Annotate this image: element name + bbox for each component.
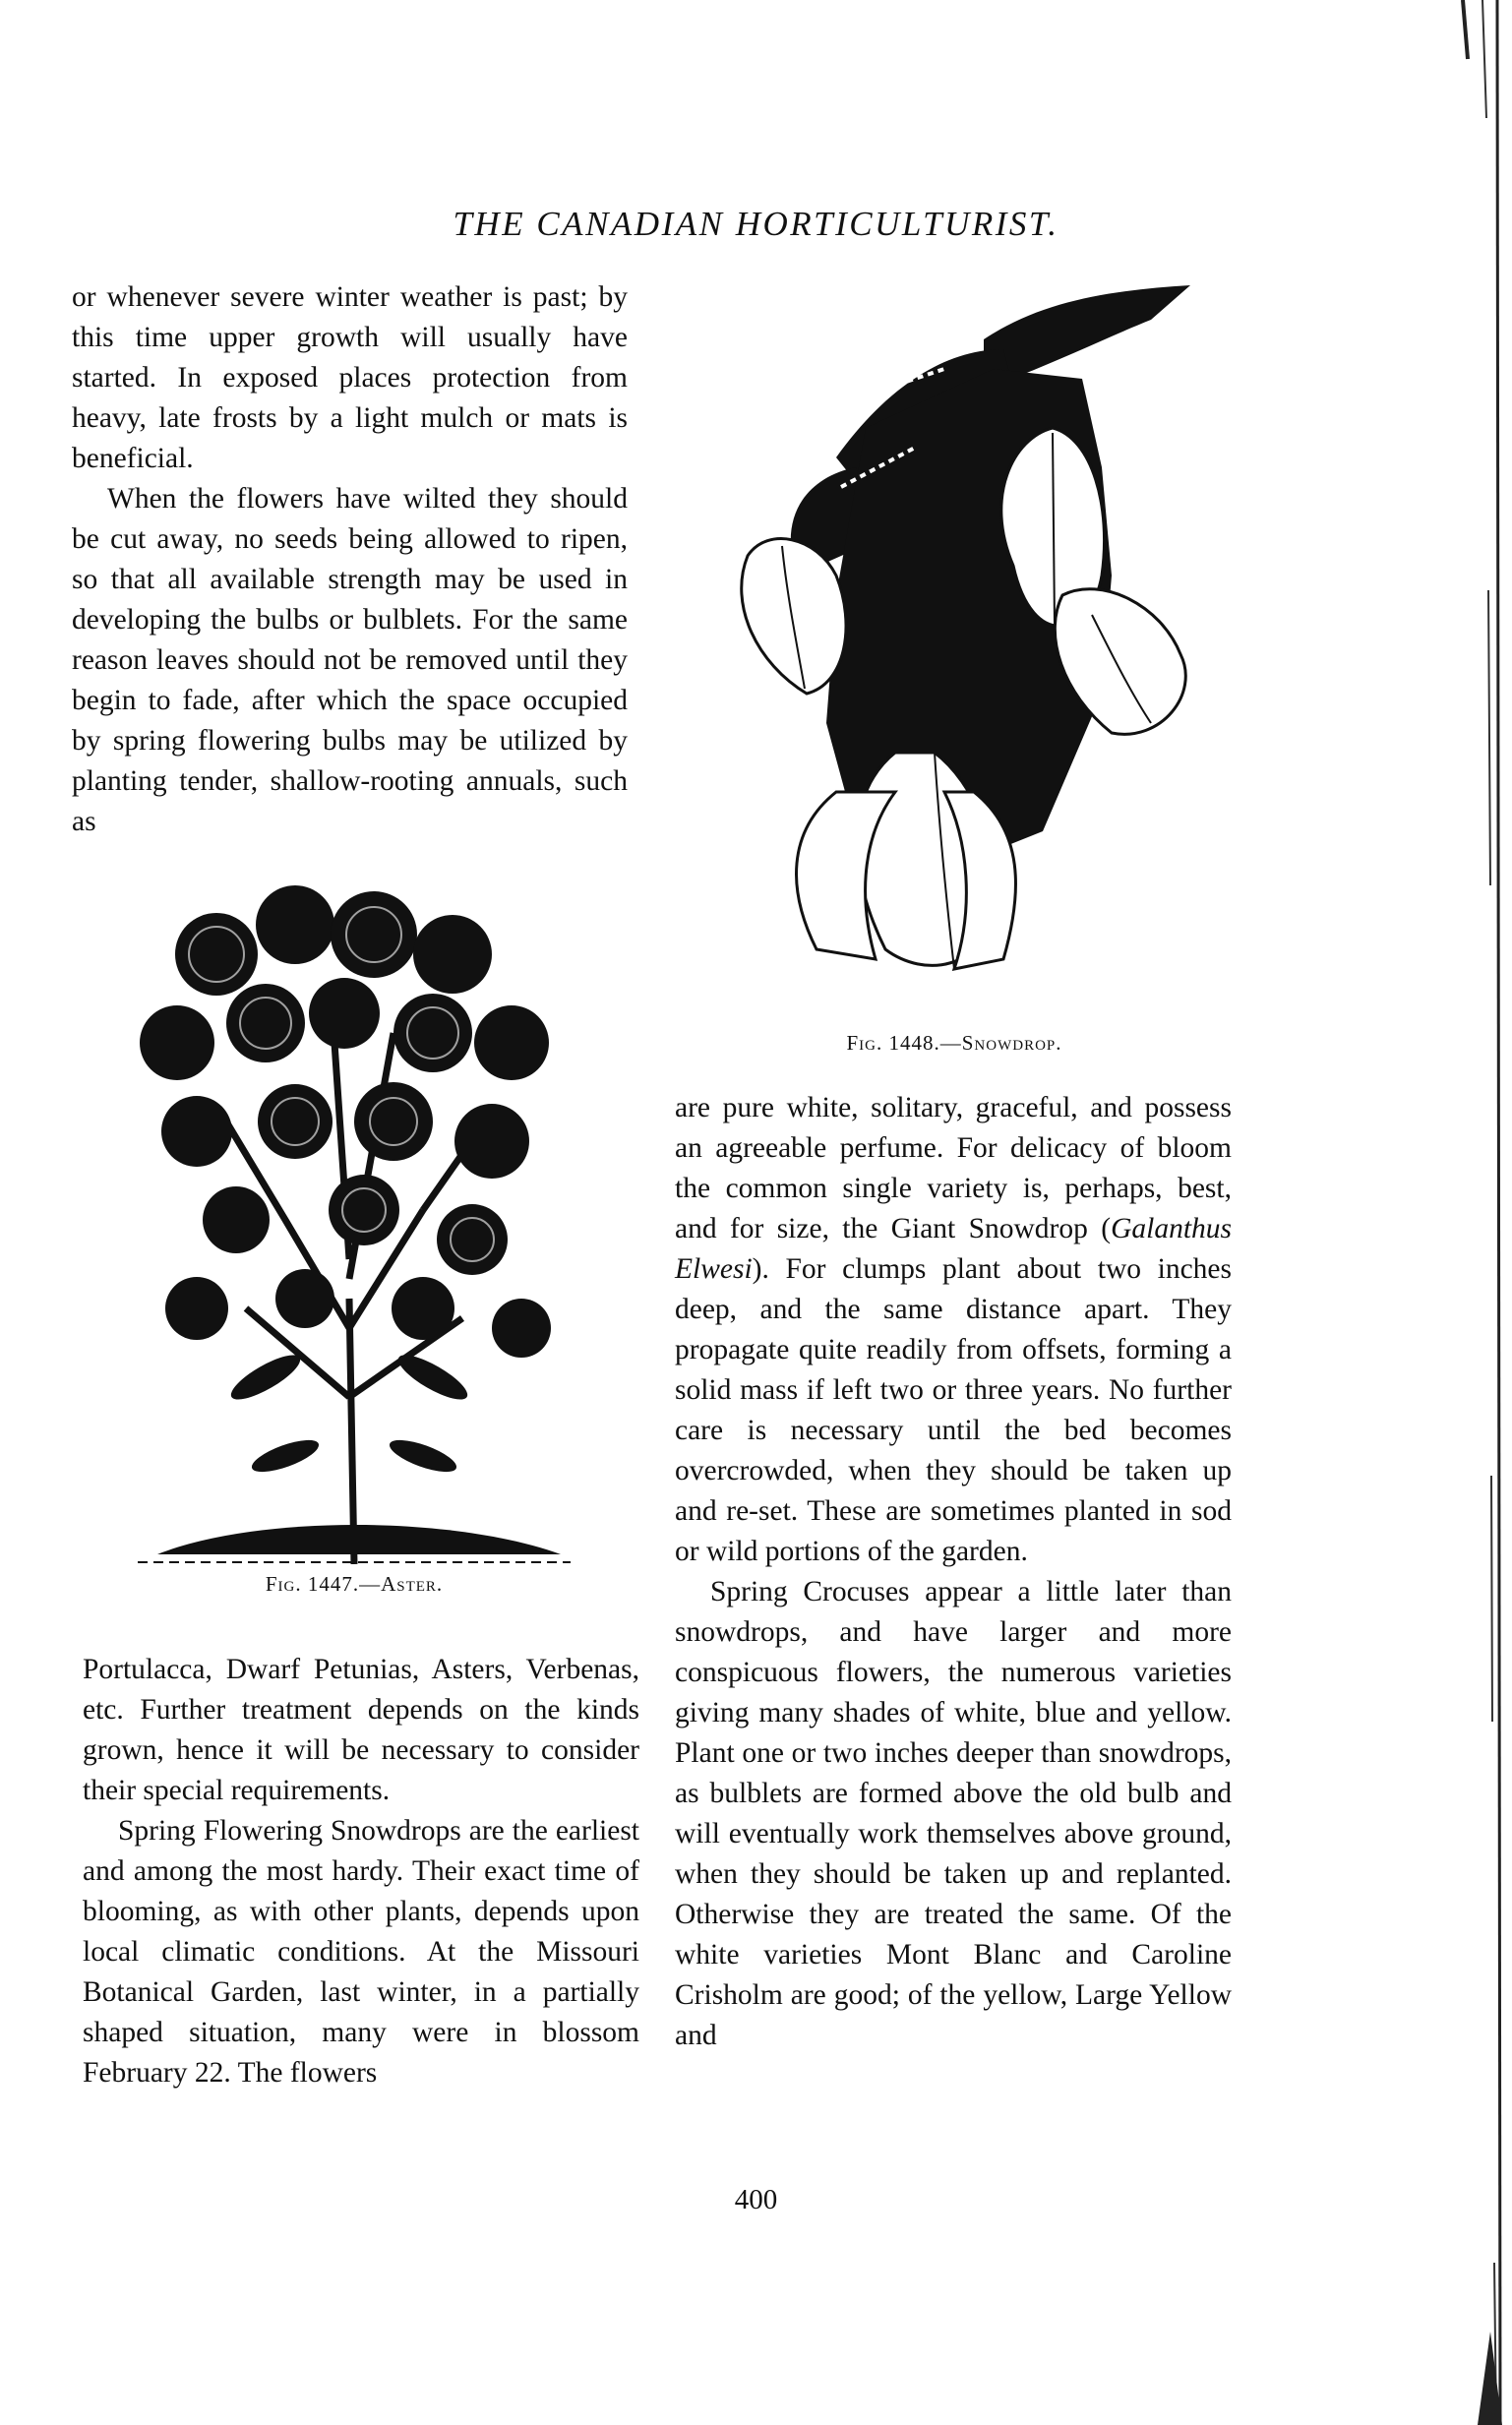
paragraph: Portulacca, Dwarf Petunias, Asters, Verbenas, etc. Further treatment depends on the kinds grown, hence it will be necessary to consider their special requirements. bbox=[83, 1654, 639, 1806]
paragraph: or whenever severe winter weather is past; by this time upper growth will usually have started. In exposed places protection from heavy, late frosts by a light mulch or mats is beneficial. bbox=[72, 281, 628, 474]
left-column-bottom bbox=[83, 1650, 639, 2093]
text-run: are pure white, solitary, graceful, and possess an agreeable perfume. For delicacy of bloom the common single variety is, perhaps, best, and for size, the Giant Snowdrop ( bbox=[675, 1092, 1232, 1244]
right-column bbox=[675, 1088, 1232, 2056]
aster-illustration bbox=[138, 885, 571, 1564]
page-number: 400 bbox=[734, 2184, 778, 2215]
scan-edge-decoration bbox=[1443, 0, 1512, 2425]
snowdrop-caption: Fig. 1448.—Snowdrop. bbox=[846, 1031, 1062, 1055]
running-header: THE CANADIAN HORTICULTURIST. bbox=[453, 205, 1059, 243]
paragraph: When the flowers have wilted they should be cut away, no seeds being allowed to ripen, so that all available strength may be used in developing the bulbs or bulblets. For the same reason leaves should not be removed until they begin to fade, after which the space occupied by spring flowering bulbs may be utilized by planting tender, shallow-rooting annuals, such as bbox=[72, 483, 628, 837]
aster-caption: Fig. 1447.—Aster. bbox=[265, 1572, 444, 1596]
botanical-name: Galanthus Elwesi bbox=[675, 1213, 1232, 1285]
snowdrop-illustration bbox=[689, 280, 1200, 989]
left-column-top bbox=[72, 277, 628, 842]
paragraph: Spring Flowering Snowdrops are the earliest and among the most hardy. Their exact time of blooming, as with other plants, depends upon local climatic conditions. At the Missouri Botanical Garden, last winter, in a partially shaped situation, many were in blossom February 22. The flowers bbox=[83, 1815, 639, 2089]
paragraph bbox=[675, 1088, 1232, 1572]
paragraph: Spring Crocuses appear a little later than snowdrops, and have larger and more conspicuous flowers, the numerous varieties giving many shades of white, blue and yellow. Plant one or two inches deeper than snowdrops, as bulblets are formed above the old bulb and will eventually work themselves above ground, when they should be taken up and replanted. Otherwise they are treated the same. Of the white varieties Mont Blanc and Caroline Crisholm are good; of the yellow, Large Yellow and bbox=[675, 1576, 1232, 2051]
text-run: ). For clumps plant about two inches deep, and the same distance apart. They propagate quite readily from offsets, forming a solid mass if left two or three years. No further care is necessary until the bed becomes overcrowded, when they should be taken up and re-set. These are sometimes planted in sod or wild portions of the garden. bbox=[675, 1253, 1232, 1567]
